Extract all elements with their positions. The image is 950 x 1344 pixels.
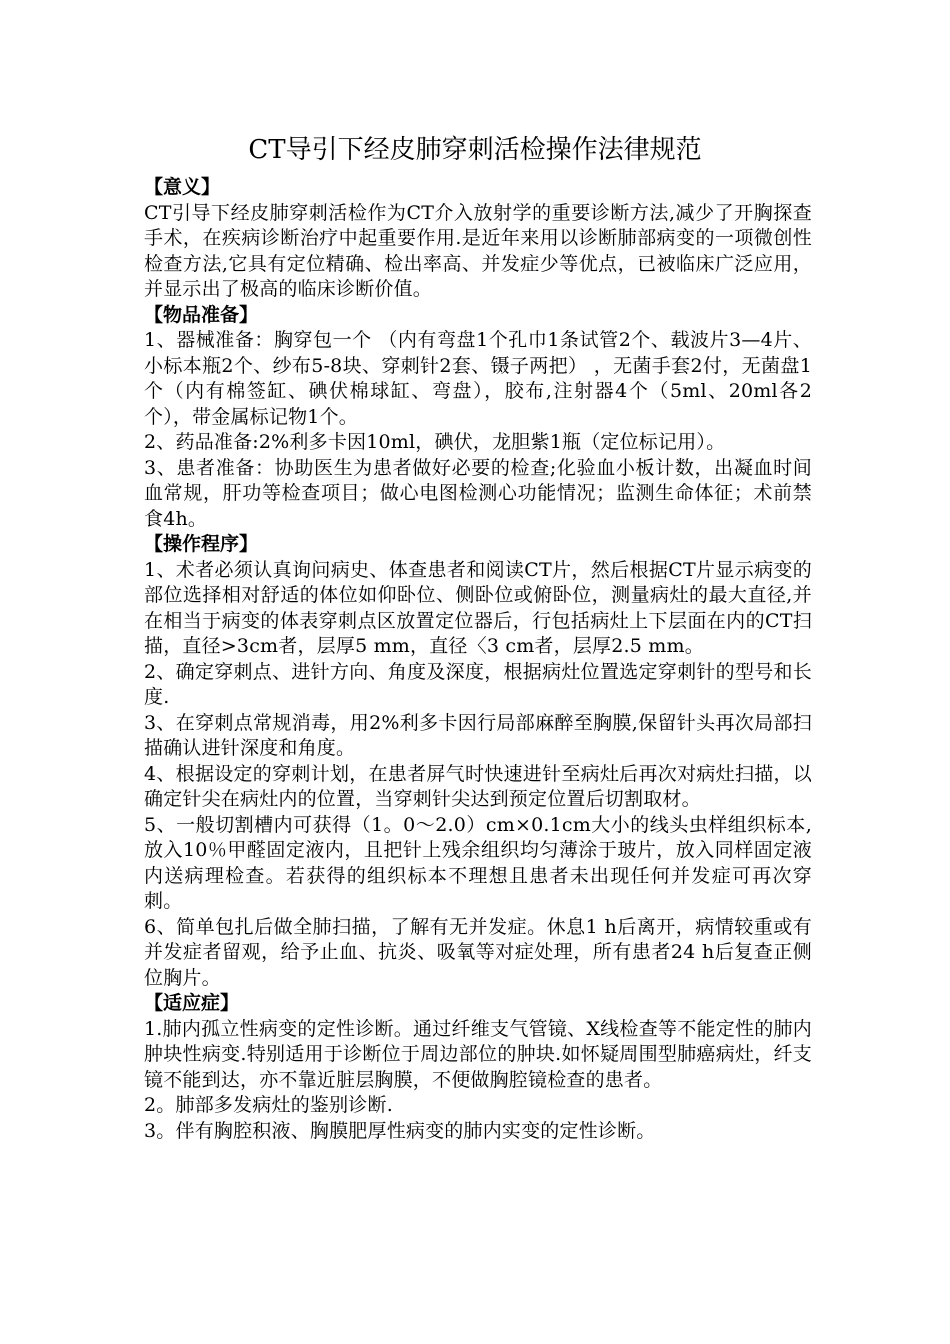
document-title: CT导引下经皮肺穿刺活检操作法律规范	[248, 135, 702, 165]
section-paragraph: CT引导下经皮肺穿刺活检作为CT介入放射学的重要诊断方法,减少了开胸探查手术，在疾病诊断治疗中起重要作用.是近年来用以诊断肺部病变的一项微创性检查方法,它具有定位精确、检出率高、并发症少等优点，已被临床广泛应用，并显示出了极高的临床诊断价值。	[144, 201, 812, 300]
section-paragraph: 1、术者必须认真询问病史、体查患者和阅读CT片，然后根据CT片显示病变的部位选择相对舒适的体位如仰卧位、侧卧位或俯卧位，测量病灶的最大直径,并在相当于病变的体表穿刺点区放置定位器后，行包括病灶上下层面在内的CT扫描，直径>3cm者，层厚5 mm，直径〈3 cm者，层厚2.5 mm。	[144, 558, 812, 657]
document-body	[144, 175, 812, 1144]
section-paragraph: 1.肺内孤立性病变的定性诊断。通过纤维支气管镜、X线检查等不能定性的肺内肿块性病变.特别适用于诊断位于周边部位的肿块.如怀疑周围型肺癌病灶，纤支镜不能到达，亦不靠近脏层胸膜，不便做胸腔镜检查的患者。	[144, 1017, 812, 1091]
section-procedure	[144, 532, 812, 991]
section-heading: 【意义】	[144, 176, 221, 198]
section-paragraph: 6、简单包扎后做全肺扫描，了解有无并发症。休息1 h后离开，病情较重或有并发症者留观，给予止血、抗炎、吸氧等对症处理，所有患者24 h后复查正侧位胸片。	[144, 915, 812, 989]
section-preparation	[144, 303, 812, 533]
section-significance	[144, 175, 812, 303]
section-indications	[144, 991, 812, 1144]
section-paragraph: 1、器械准备：胸穿包一个 （内有弯盘1个孔巾1条试管2个、载波片3—4片、小标本瓶2个、纱布5-8块、穿刺针2套、镊子两把） ，无菌手套2付，无菌盘1个（内有棉签缸、碘伏棉球缸、弯盘），胶布,注射器4个（5ml、20ml各2个），带金属标记物1个。	[144, 329, 812, 428]
section-paragraph: 3。伴有胸腔积液、胸膜肥厚性病变的肺内实变的定性诊断。	[144, 1119, 656, 1142]
section-paragraph: 2。肺部多发病灶的鉴别诊断.	[144, 1094, 393, 1116]
section-paragraph: 2、药品准备:2%利多卡因10ml，碘伏，龙胆紫1瓶（定位标记用）。	[144, 431, 726, 453]
section-paragraph: 3、患者准备：协助医生为患者做好必要的检查;化验血小板计数，出凝血时间血常规，肝功等检查项目；做心电图检测心功能情况；监测生命体征；术前禁食4h。	[144, 456, 812, 530]
section-paragraph: 4、根据设定的穿刺计划，在患者屏气时快速进针至病灶后再次对病灶扫描，以确定针尖在病灶内的位置，当穿刺针尖达到预定位置后切割取材。	[144, 762, 812, 810]
section-paragraph: 2、确定穿刺点、进针方向、角度及深度，根据病灶位置选定穿刺针的型号和长度.	[144, 660, 812, 708]
section-heading: 【适应症】	[144, 992, 240, 1014]
section-paragraph: 5、一般切割槽内可获得（1。0～2.0）cm×0.1cm大小的线头虫样组织标本,放入10％甲醛固定液内，且把针上残余组织均匀薄涂于玻片，放入同样固定液内送病理检查。若获得的组织标本不理想且患者未出现任何并发症可再次穿刺。	[144, 813, 812, 912]
section-heading: 【物品准备】	[144, 303, 259, 326]
section-heading: 【操作程序】	[144, 533, 259, 555]
section-paragraph: 3、在穿刺点常规消毒，用2%利多卡因行局部麻醉至胸膜,保留针头再次局部扫描确认进针深度和角度。	[144, 711, 812, 759]
